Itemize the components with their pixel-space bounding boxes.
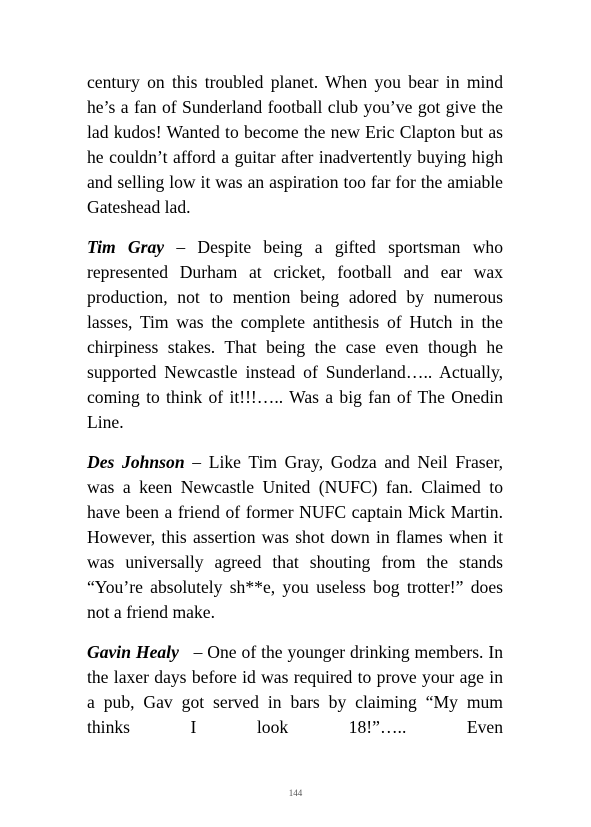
person-name: Des Johnson (87, 452, 185, 472)
paragraph-text: – One of the younger drinking members. In the laxer days before id was required to prove your age in a pub, Gav got served in bars by claiming “My mum thinks I look 18!”….. Even (87, 642, 508, 737)
paragraph-des-johnson (87, 450, 503, 625)
paragraph-text: – Like Tim Gray, Godza and Neil Fraser, was a keen Newcastle United (NUFC) fan. Claimed to have been a friend of former NUFC captain Mick Martin. However, this assertion was shot down in flames when it was universally agreed that shouting from the stands “You’re absolutely sh**e, you useless bog trotter!” does not a friend make. (87, 452, 504, 622)
paragraph-gavin-healy (87, 640, 508, 740)
page-body (87, 70, 508, 755)
person-name: Gavin Healy (87, 642, 179, 662)
paragraph-text: – Despite being a gifted sportsman who represented Durham at cricket, football and ear wax production, not to mention being adored by numerous lasses, Tim was the complete antithesis of Hutch in the chirpiness stakes. That being the case even though he supported Newcastle instead of Sunderland….. Actually, coming to think of it!!!….. Was a big fan of The Onedin Line. (87, 237, 503, 432)
person-name: Tim Gray (87, 237, 165, 257)
paragraph-intro-continuation (87, 70, 503, 220)
paragraph-tim-gray (87, 235, 503, 435)
paragraph-text: century on this troubled planet. When you bear in mind he’s a fan of Sunderland football club you’ve got give the lad kudos! Wanted to become the new Eric Clapton but as he couldn’t afford a guitar after inadvertently buying high and selling low it was an aspiration too far for the amiable Gateshead lad. (87, 72, 503, 217)
page-number: 144 (288, 788, 303, 798)
